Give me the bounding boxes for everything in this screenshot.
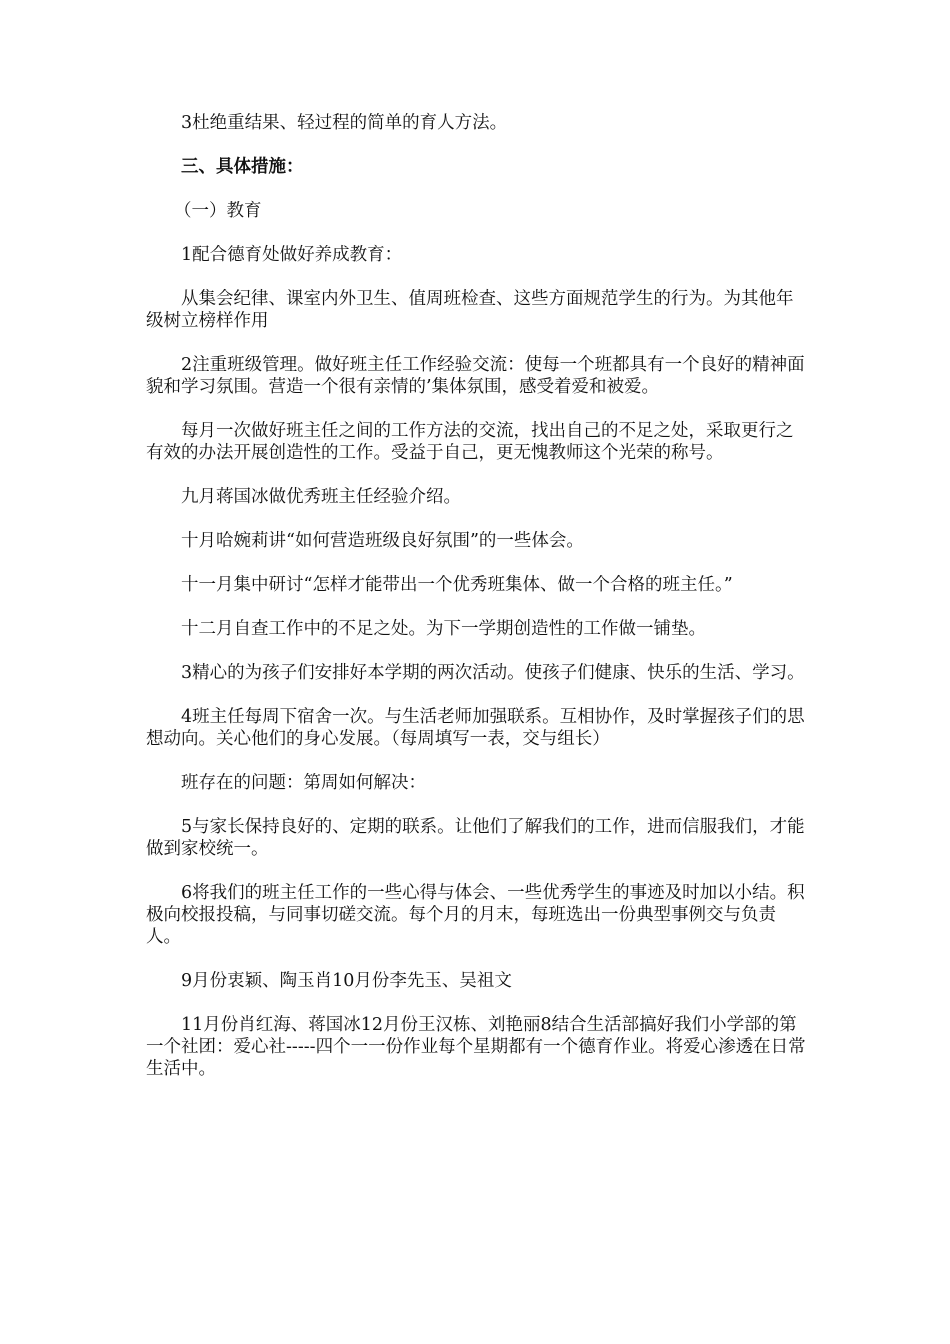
paragraph-method-note: 3杜绝重结果、轻过程的简单的育人方法。 <box>181 113 508 133</box>
paragraph-item-2: 2注重班级管理。做好班主任工作经验交流：使每一个班都具有一个良好的精神面貌和学习氛围。营造一个很有亲情的’集体氛围，感受着爱和被爱。 <box>146 355 805 397</box>
subheading-education: （一）教育 <box>174 201 262 221</box>
paragraph-november: 十一月集中研讨“怎样才能带出一个优秀班集体、做一个合格的班主任。” <box>181 575 733 595</box>
paragraph-schedule-sep-oct: 9月份衷颖、陶玉肖10月份李先玉、吴祖文 <box>181 971 512 991</box>
paragraph-item-1: 1配合德育处做好养成教育： <box>181 245 403 265</box>
paragraph-problems: 班存在的问题：第周如何解决： <box>181 773 426 793</box>
document-body <box>146 112 806 1102</box>
paragraph-monthly-exchange: 每月一次做好班主任之间的工作方法的交流，找出自己的不足之处，采取更行之有效的办法开展创造性的工作。受益于自己，更无愧教师这个光荣的称号。 <box>146 421 794 463</box>
paragraph-item-3: 3精心的为孩子们安排好本学期的两次活动。使孩子们健康、快乐的生活、学习。 <box>181 663 805 683</box>
paragraph-item-5: 5与家长保持良好的、定期的联系。让他们了解我们的工作，进而信服我们，才能做到家校统一。 <box>146 817 805 859</box>
paragraph-september: 九月蒋国冰做优秀班主任经验介绍。 <box>181 487 461 507</box>
paragraph-october: 十月哈婉莉讲“如何营造班级良好氛围”的一些体会。 <box>181 531 584 551</box>
paragraph-discipline: 从集会纪律、课室内外卫生、值周班检查、这些方面规范学生的行为。为其他年级树立榜样作用 <box>146 289 794 331</box>
paragraph-item-4: 4班主任每周下宿舍一次。与生活老师加强联系。互相协作，及时掌握孩子们的思想动向。关心他们的身心发展。（每周填写一表，交与组长） <box>146 707 805 749</box>
paragraph-december: 十二月自查工作中的不足之处。为下一学期创造性的工作做一铺垫。 <box>181 619 706 639</box>
paragraph-schedule-nov-dec: 11月份肖红海、蒋国冰12月份王汉栋、刘艳丽8结合生活部搞好我们小学部的第一个社团：爱心社-----四个一一份作业每个星期都有一个德育作业。将爱心渗透在日常生活中。 <box>146 1015 806 1079</box>
paragraph-item-6: 6将我们的班主任工作的一些心得与体会、一些优秀学生的事迹及时加以小结。积极向校报投稿，与同事切磋交流。每个月的月末，每班选出一份典型事例交与负责人。 <box>146 883 805 947</box>
section-heading-measures: 三、具体措施： <box>181 157 304 177</box>
